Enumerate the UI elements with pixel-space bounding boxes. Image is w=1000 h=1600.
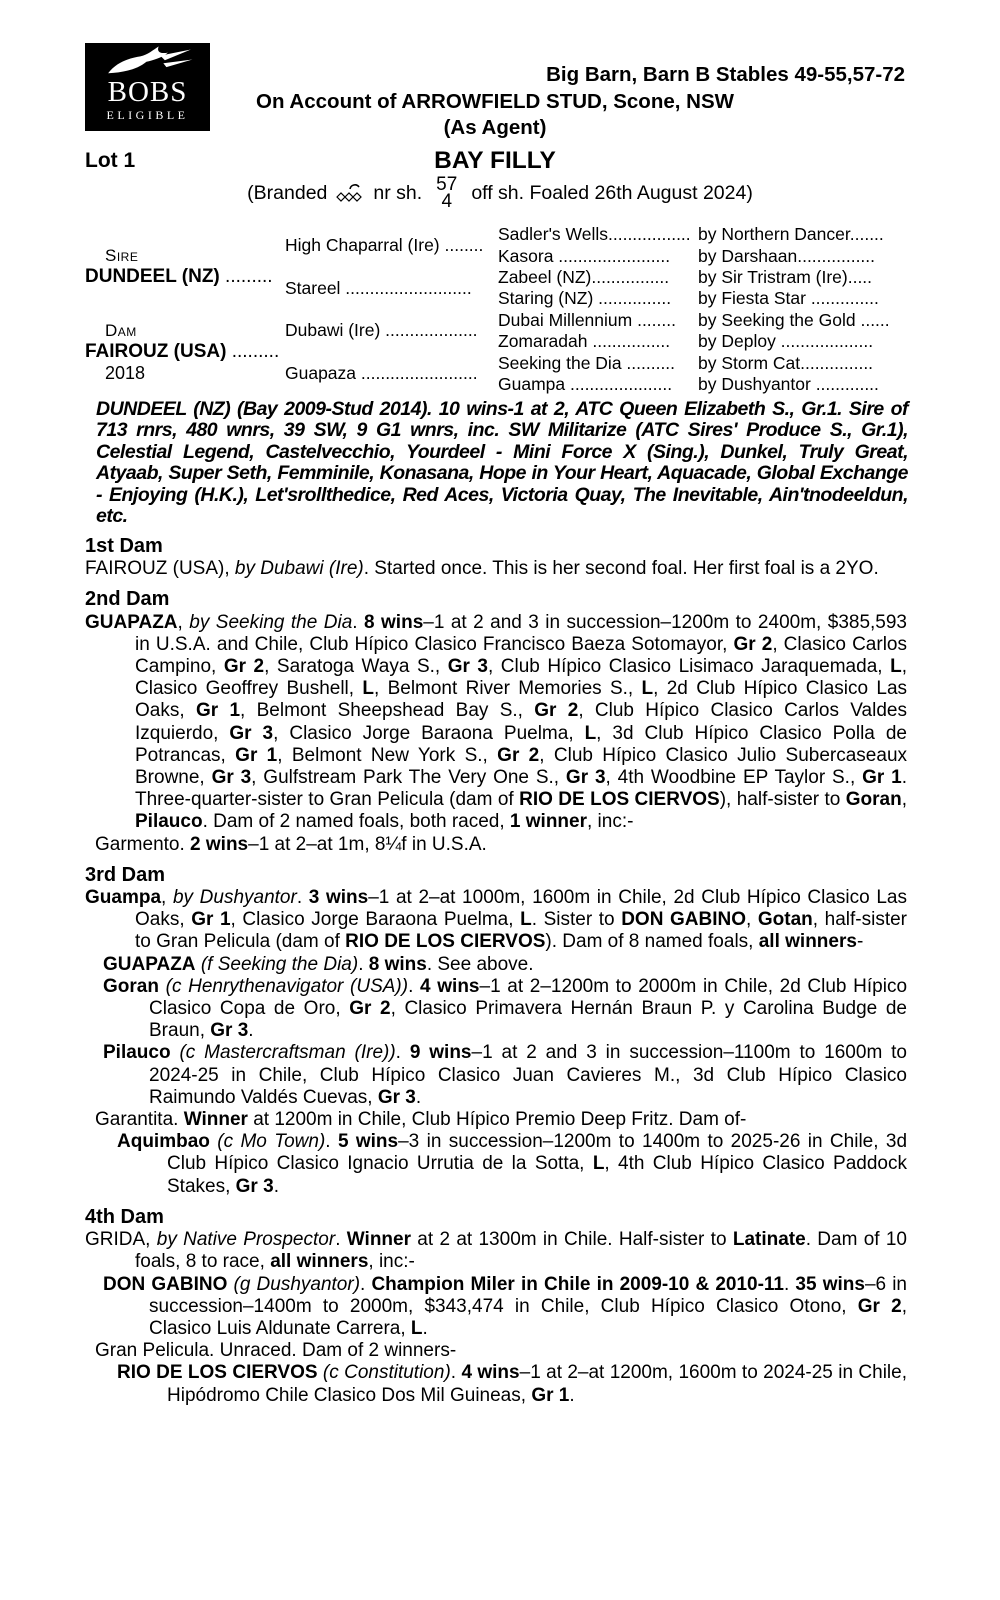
branded-near: nr sh. <box>373 181 423 204</box>
text-segment: Winner <box>183 1109 248 1131</box>
pedigree-grandparent-cell: Staring (NZ) ............... <box>498 288 672 309</box>
brand-number-top: 57 <box>436 174 458 195</box>
text-segment: DON GABINO <box>103 1273 228 1295</box>
text-segment: all winners <box>270 1251 369 1273</box>
text-segment: by Dushyantor <box>172 887 297 909</box>
text-segment: . Started once. This is her second foal. Her first foal is a 2YO. <box>363 558 879 580</box>
pedigree-paragraph <box>85 976 907 1043</box>
section-heading-1: 1st Dam <box>85 535 163 557</box>
text-segment: . <box>325 1131 338 1153</box>
text-segment: Gr 2 <box>497 744 540 766</box>
pedigree-grandparent-sire-cell: by Deploy ................... <box>698 331 874 352</box>
pedigree-grandparent-sire-cell: by Seeking the Gold ...... <box>698 309 890 330</box>
text-segment: GUAPAZA <box>85 611 178 633</box>
pedigree-paragraph <box>85 1109 907 1131</box>
text-segment: by Seeking the Dia <box>189 611 353 633</box>
text-segment: Gr 2 <box>349 998 391 1020</box>
text-segment: . <box>273 1175 279 1197</box>
foaling-year: 2018 <box>105 362 146 383</box>
text-segment: . <box>408 975 421 997</box>
pedigree-paragraph <box>85 1340 907 1362</box>
generation-name <box>85 341 285 363</box>
text-segment: Gr 3 <box>565 767 606 789</box>
branded-prefix: (Branded <box>247 181 328 204</box>
text-segment: 3 wins <box>308 887 369 909</box>
text-segment: , Clasico Primavera Hernán Braun P. y Carolina Budge de Braun, <box>149 998 907 1042</box>
horse-name: FAIROUZ (USA) <box>85 340 227 362</box>
lot-title-row <box>85 147 905 175</box>
text-segment: DUNDEEL (NZ) (Bay 2009-Stud 2014). 10 wins-1 at 2, ATC Queen Elizabeth S., Gr.1. Sire of 713 rnrs, 480 wnrs, 39 SW, 9 G1 wnrs, inc. SW Militarize (ATC Sires' Produce S., Gr.1), Celestial Legend, Castelvecchio, Yourdeel - Mini Force X (Sing.), Dunkel, Truly Great, Atyaab, Super Seth, Femminile, Konasana, Hope in Your Heart, Aquacade, Global Exchange - Enjoying (H.K.), Let'srollthedice, Red Aces, Victoria Quay, The Inevitable, Ain'tnodeeldun, etc. <box>96 398 908 528</box>
pedigree-paragraph <box>85 1362 907 1406</box>
text-segment: Gr 2 <box>223 656 265 678</box>
text-segment: L <box>890 656 902 678</box>
text-segment: 1 winner <box>509 811 587 833</box>
pedigree-grandparent-sire-cell: by Dushyantor ............. <box>698 373 879 394</box>
text-segment: Gr 1 <box>191 909 231 931</box>
text-segment: Gr 2 <box>733 633 773 655</box>
text-segment: , Clasico Jorge Baraona Puelma, <box>230 909 521 931</box>
text-segment: by Dubawi (Ire) <box>234 558 364 580</box>
pedigree-paragraph <box>85 887 907 954</box>
text-segment: Gr 1 <box>862 767 902 789</box>
generation-label: Dam <box>105 320 137 340</box>
text-segment: Gr 3 <box>235 1175 274 1197</box>
text-segment: , Saratoga Waya S., <box>264 656 448 678</box>
brand-number-bottom: 4 <box>441 191 453 212</box>
pedigree-grandparent-sire-cell: by Storm Cat............... <box>698 352 874 373</box>
text-segment: . <box>335 1229 347 1251</box>
text-segment: ), half-sister to <box>719 789 846 811</box>
section-heading-2: 2nd Dam <box>85 588 170 611</box>
pedigree-grandparent-cell: Zabeel (NZ)................ <box>498 266 670 287</box>
lot-label: Lot 1 <box>85 149 136 172</box>
text-segment: . <box>395 1042 410 1064</box>
pedigree-paragraph <box>85 954 907 976</box>
text-segment: FAIROUZ (USA), <box>85 558 235 580</box>
text-segment: by Native Prospector <box>156 1229 336 1251</box>
pedigree-dam-cell <box>85 310 285 396</box>
text-segment: , Belmont New York S., <box>277 744 498 766</box>
pedigree-parent-cell: Guapaza ........................ <box>285 363 478 384</box>
branded-line <box>85 176 915 210</box>
dam-sections <box>85 527 907 1407</box>
text-segment: Gr 3 <box>377 1086 416 1108</box>
text-segment: , Clasico Luis Aldunate Carrera, <box>149 1295 907 1339</box>
text-segment: L <box>520 909 532 931</box>
dot-leader: ......... <box>219 265 273 287</box>
text-segment: GUAPAZA <box>103 953 196 975</box>
pedigree-paragraph <box>85 1131 907 1198</box>
text-segment <box>159 976 166 997</box>
text-segment: . <box>248 1020 254 1042</box>
pedigree-paragraph <box>85 1274 907 1341</box>
text-segment: 9 wins <box>409 1042 472 1064</box>
text-segment: Gr 2 <box>857 1295 902 1317</box>
brand-mark-icon <box>335 182 365 204</box>
text-segment: Gr 2 <box>534 700 579 722</box>
text-segment: Pilauco <box>103 1042 171 1064</box>
text-segment: 4 wins <box>420 975 480 997</box>
text-segment: . <box>358 953 369 975</box>
pedigree-parent-cell: Stareel .......................... <box>285 277 472 298</box>
text-segment: , Gulfstream Park The Very One S., <box>251 767 566 789</box>
text-segment: . <box>296 887 309 909</box>
text-segment: GRIDA, <box>85 1229 157 1251</box>
text-segment: (c Henrythenavigator (USA)) <box>165 975 409 997</box>
text-segment: , 3d Club Hípico Clasico Polla de Potrancas, <box>135 722 907 766</box>
horse-name: DUNDEEL (NZ) <box>85 265 220 287</box>
pedigree-grandparent-sire-cell: by Darshaan................ <box>698 245 876 266</box>
pedigree-parent-cell: Dubawi (Ire) ................... <box>285 320 478 341</box>
text-segment: , 4th Club Hípico Clasico Paddock Stakes, <box>167 1153 907 1197</box>
pedigree-parent-cell: High Chaparral (Ire) ........ <box>285 234 484 255</box>
text-segment: Aquimbao <box>117 1131 210 1153</box>
text-segment: 5 wins <box>337 1131 399 1153</box>
sire-summary-paragraph <box>96 399 908 527</box>
pedigree-grandparent-sire-cell: by Sir Tristram (Ire)..... <box>698 266 873 287</box>
text-segment: - <box>856 931 864 953</box>
text-segment: –1 at 2 and 3 in succession–1100m to 1600m to 2024-25 in Chile, Club Hípico Clasico Juan Cavieres M., 3d Club Hípico Clasico Raimundo Valdés Cuevas, <box>149 1042 907 1108</box>
text-segment: –1 at 2–at 1200m, 1600m to 2024-25 in Chile, Hipódromo Chile Clasico Dos Mil Guineas, <box>167 1362 907 1406</box>
text-segment: Gr 3 <box>211 767 252 789</box>
horse-title: BAY FILLY <box>434 147 556 174</box>
text-segment: 4 wins <box>461 1362 520 1384</box>
text-segment: Garmento. <box>95 833 191 855</box>
pedigree-grandparent-cell: Dubai Millennium ........ <box>498 309 676 330</box>
text-segment: Gr 3 <box>210 1020 249 1042</box>
text-segment: , Clasico Jorge Baraona Puelma, <box>273 722 585 744</box>
text-segment: . Three-quarter-sister to Gran Pelicula (dam of <box>135 767 907 811</box>
text-segment: –1 at 2 and 3 in succession–1200m to 2400m, $385,593 in U.S.A. and Chile, Club Hípico Clasico Francisco Baeza Sotomayor, <box>135 611 908 655</box>
pedigree-grandparent-sire-cell: by Fiesta Star .............. <box>698 288 879 309</box>
section-heading-4: 4th Dam <box>85 1205 164 1228</box>
text-segment: 2 wins <box>190 833 249 855</box>
dot-leader: ......... <box>226 340 280 362</box>
branded-suffix: off sh. Foaled 26th August 2024) <box>471 181 753 204</box>
text-segment: –1 at 2–at 1000m, 1600m in Chile, 2d Club Hípico Clasico Las Oaks, <box>135 887 907 931</box>
text-segment: (c Mo Town) <box>217 1131 326 1153</box>
text-segment: , Clasico Carlos Campino, <box>135 633 907 678</box>
text-segment: . <box>352 611 365 633</box>
text-segment: L <box>362 678 374 700</box>
logo-title: BOBS <box>107 76 188 108</box>
text-segment: DON GABINO <box>621 909 746 931</box>
text-segment: Goran <box>845 789 902 811</box>
text-segment: , Belmont Sheepshead Bay S., <box>240 700 535 722</box>
text-segment: Gr 1 <box>531 1384 570 1406</box>
text-segment: . <box>422 1317 428 1339</box>
text-segment: , Club Hípico Clasico Carlos Valdes Izquierdo, <box>135 700 907 744</box>
pedigree-grandparent-sire-cell: by Northern Dancer....... <box>698 224 884 245</box>
text-segment: , Club Hípico Clasico Julio Subercaseaux Browne, <box>135 744 908 789</box>
text-segment: , Clasico Geoffrey Bushell, <box>135 656 907 700</box>
text-segment: 35 wins <box>795 1273 865 1295</box>
text-segment: L <box>584 722 597 744</box>
pedigree-paragraph <box>85 558 907 580</box>
agent-line: (As Agent) <box>443 116 547 139</box>
text-segment: ). Dam of 8 named foals, <box>545 931 759 953</box>
pedigree-table <box>85 224 915 395</box>
pedigree-grandparent-cell: Sadler's Wells................. <box>498 224 691 245</box>
text-segment: Goran <box>103 975 159 997</box>
text-segment: (c Constitution) <box>322 1362 451 1384</box>
logo-subtitle: ELIGIBLE <box>106 108 189 122</box>
pedigree-grandparent-cell: Seeking the Dia .......... <box>498 352 676 373</box>
text-segment: Gr 1 <box>195 700 241 722</box>
text-segment: –3 in succession–1200m to 1400m to 2025-26 in Chile, 3d Club Hípico Clasico Ignacio Urrutia de la Sotta, <box>167 1131 908 1175</box>
header <box>85 62 905 140</box>
pedigree-grandparent-cell: Kasora ....................... <box>498 245 671 266</box>
brand-number <box>430 176 463 210</box>
text-segment: , <box>746 909 758 931</box>
text-segment: at 2 at 1300m in Chile. Half-sister to <box>411 1229 733 1251</box>
text-segment: . Dam of 10 foals, 8 to race, <box>135 1229 907 1273</box>
text-segment: RIO DE LOS CIERVOS <box>117 1362 318 1384</box>
text-segment: all winners <box>758 931 857 953</box>
text-segment: , <box>901 789 907 811</box>
text-segment: . <box>450 1362 462 1384</box>
text-segment: , 4th Woodbine EP Taylor S., <box>605 767 863 789</box>
text-segment: RIO DE LOS CIERVOS <box>345 931 546 953</box>
stable-line: Big Barn, Barn B Stables 49-55,57-72 <box>546 63 905 86</box>
text-segment: at 1200m in Chile, Club Hípico Premio Deep Fritz. Dam of- <box>247 1109 747 1131</box>
text-segment: 8 wins <box>368 953 427 975</box>
text-segment: (c Mastercraftsman (Ire)) <box>179 1042 396 1064</box>
text-segment: Pilauco <box>135 811 203 833</box>
text-segment: , <box>161 887 173 909</box>
text-segment: (f Seeking the Dia) <box>200 953 359 975</box>
pedigree-paragraph <box>85 1042 907 1109</box>
text-segment: , 2d Club Hípico Clasico Las Oaks, <box>135 678 908 722</box>
text-segment: Gotan <box>757 909 813 931</box>
text-segment: Garantita. <box>95 1109 184 1131</box>
text-segment: , inc:- <box>368 1251 415 1273</box>
text-segment: . Sister to <box>531 909 622 931</box>
text-segment: Latinate <box>732 1229 806 1251</box>
pedigree-paragraph <box>85 612 907 834</box>
text-segment: , half-sister to Gran Pelicula (dam of <box>135 909 907 953</box>
text-segment: Guampa <box>85 887 162 909</box>
text-segment: , <box>177 611 190 633</box>
text-segment: RIO DE LOS CIERVOS <box>519 789 720 811</box>
text-segment: . See above. <box>426 953 534 975</box>
text-segment: L <box>592 1153 605 1175</box>
text-segment: 8 wins <box>364 611 424 633</box>
pedigree-grandparent-cell: Guampa ..................... <box>498 373 673 394</box>
text-segment: L <box>410 1317 423 1339</box>
text-segment: Gr 3 <box>229 722 274 744</box>
text-segment: Gran Pelicula. Unraced. Dam of 2 winners- <box>95 1340 457 1362</box>
text-segment: . <box>415 1086 422 1108</box>
text-segment: –6 in succession–1400m to 2000m, $343,474 in Chile, Club Hípico Clasico Otono, <box>149 1273 907 1317</box>
pedigree-paragraph <box>85 1229 907 1273</box>
text-segment: (g Dushyantor) <box>233 1273 361 1295</box>
text-segment: L <box>641 678 654 700</box>
text-segment: –1 at 2–at 1m, 8¼f in U.S.A. <box>248 833 487 855</box>
text-segment: . <box>360 1273 372 1295</box>
text-segment: Gr 3 <box>447 656 488 678</box>
section-heading-3: 3rd Dam <box>85 863 166 886</box>
text-segment: Winner <box>346 1229 411 1251</box>
text-segment: , inc:- <box>587 811 634 833</box>
text-segment: Gr 1 <box>235 744 278 766</box>
generation-name <box>85 266 285 288</box>
text-segment: , Club Hípico Clasico Lisimaco Jaraquemada, <box>487 656 891 678</box>
text-segment: –1 at 2–1200m to 2000m in Chile, 2d Club Hípico Clasico Copa de Oro, <box>149 975 908 1020</box>
text-segment: . <box>569 1384 575 1406</box>
pedigree-paragraph <box>85 834 907 856</box>
text-segment: . <box>784 1273 796 1295</box>
text-segment: Champion Miler in Chile in 2009-10 & 2010-11 <box>371 1273 784 1295</box>
pedigree-sire-cell <box>85 224 285 310</box>
account-line: On Account of ARROWFIELD STUD, Scone, NSW <box>256 90 734 113</box>
text-segment: . Dam of 2 named foals, both raced, <box>202 811 510 833</box>
pedigree-grandparent-cell: Zomaradah ................ <box>498 331 671 352</box>
text-segment: , Belmont River Memories S., <box>373 678 642 700</box>
generation-label: Sire <box>105 245 139 265</box>
